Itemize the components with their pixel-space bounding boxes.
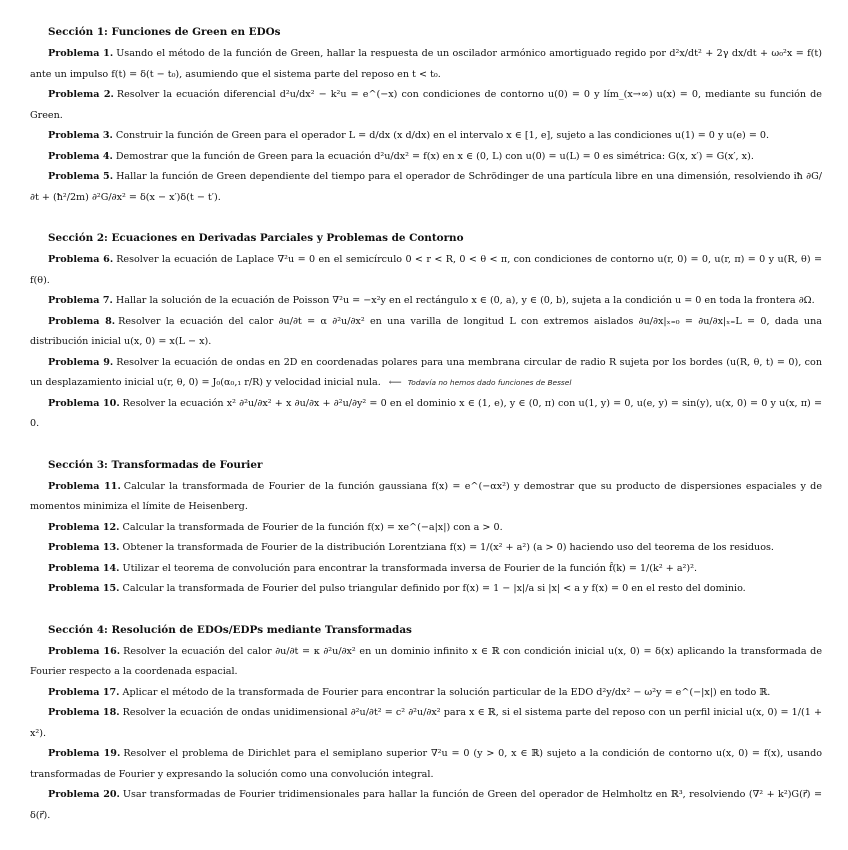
problem-item: [30, 518, 822, 539]
problem-text: Usar transformadas de Fourier tridimensionales para hallar la función de Green del operador de Helmholtz en ℝ³, resolviendo (∇² + k²)G(r⃗) = δ(r⃗).: [30, 789, 822, 821]
problem-text: Resolver la ecuación diferencial d²u/dx² − k²u = e^(−x) con condiciones de contorno u(0) = 0 y lím_(x→∞) u(x) = 0, mediante su función de Green.: [30, 89, 822, 121]
problem-item: [30, 147, 822, 168]
problem-item: [30, 538, 822, 559]
problem-number: Problema 16.: [48, 645, 121, 657]
problem-number: Problema 3.: [48, 130, 113, 141]
problem-text: Aplicar el método de la transformada de Fourier para encontrar la solución particular de la EDO d²y/dx² − ω²y = e^(−|x|) en todo ℝ.: [122, 686, 771, 698]
problem-item: [30, 353, 822, 394]
problem-item: [30, 642, 822, 683]
problem-number: Problema 10.: [48, 397, 120, 409]
problem-item: [30, 744, 822, 785]
problem-number: Problema 17.: [48, 686, 120, 698]
problem-number: Problema 11.: [48, 480, 121, 492]
section-title: Sección 3: Transformadas de Fourier: [48, 458, 263, 471]
problem-text: Resolver la ecuación de ondas en 2D en coordenadas polares para una membrana circular de radio R sujeta por los bordes (u(R, θ, t) = 0), con un desplazamiento inicial u(r, θ, 0) = J₀(α₀,₁ r/R) y velocidad inicial nula.: [30, 356, 822, 388]
problem-number: Problema 15.: [48, 583, 120, 594]
problem-number: Problema 7.: [48, 295, 113, 306]
problem-text: Resolver la ecuación del calor ∂u/∂t = α ∂²u/∂x² en una varilla de longitud L con extremos aislados ∂u/∂x|ₓ₌₀ = ∂u/∂x|ₓ₌L = 0, dada una distribución inicial u(x, 0) = x(L − x).: [30, 315, 822, 347]
problem-item: [30, 683, 822, 704]
problem-text: Resolver la ecuación de ondas unidimensional ∂²u/∂t² = c² ∂²u/∂x² para x ∈ ℝ, si el sistema parte del reposo con un perfil inicial u(x, 0) = 1/(1 + x²).: [30, 707, 823, 739]
problem-number: Problema 4.: [48, 150, 113, 162]
problem-text: Calcular la transformada de Fourier de la función f(x) = xe^(−a|x|) con a > 0.: [122, 521, 503, 533]
problem-number: Problema 1.: [48, 48, 114, 59]
problem-item: [30, 785, 822, 826]
section-title: Sección 4: Resolución de EDOs/EDPs mediante Transformadas: [48, 623, 412, 636]
problem-text: Construir la función de Green para el operador L = d/dx (x d/dx) en el intervalo x ∈ [1, e], sujeto a las condiciones u(1) = 0 y u(e) = 0.: [115, 130, 770, 141]
problem-item: [30, 559, 822, 580]
problem-text: Resolver la ecuación de Laplace ∇²u = 0 en el semicírculo 0 < r < R, 0 < θ < π, con condiciones de contorno u(r, 0) = 0, u(r, π) = 0 y u(R, θ) = f(θ).: [30, 254, 822, 286]
problem-text: Resolver la ecuación x² ∂²u/∂x² + x ∂u/∂x + ∂²u/∂y² = 0 en el dominio x ∈ (1, e), y ∈ (0, π) con u(1, y) = 0, u(e, y) = sin(y), u(x, 0) = 0 y u(x, π) = 0.: [30, 397, 822, 429]
section-2: [30, 232, 822, 435]
problem-text: Obtener la transformada de Fourier de la distribución Lorentziana f(x) = 1/(x² + a²) (a > 0) haciendo uso del teorema de los residuos.: [122, 542, 774, 553]
problem-number: Problema 5.: [48, 171, 114, 182]
problem-item: [30, 126, 822, 147]
problem-text: Resolver la ecuación del calor ∂u/∂t = κ ∂²u/∂x² en un dominio infinito x ∈ ℝ con condición inicial u(x, 0) = δ(x) aplicando la transformada de Fourier respecto a la coordenada espacial.: [30, 645, 822, 677]
problem-text: Utilizar el teorema de convolución para encontrar la transformada inversa de Fourier de la función f̂(k) = 1/(k² + a²)².: [122, 562, 698, 574]
problem-item: [30, 250, 822, 291]
problem-item: [30, 167, 822, 208]
problem-number: Problema 2.: [48, 89, 114, 100]
section-1: [30, 26, 822, 208]
problem-number: Problema 12.: [48, 521, 120, 533]
problem-text: Hallar la función de Green dependiente del tiempo para el operador de Schrödinger de una partícula libre en una dimensión, resolviendo iħ ∂G/∂t + (ħ²/2m) ∂²G/∂x² = δ(x − x′)δ(t − t′).: [30, 171, 822, 203]
problem-text: Resolver el problema de Dirichlet para el semiplano superior ∇²u = 0 (y > 0, x ∈ ℝ) sujeto a la condición de contorno u(x, 0) = f(x), usando transformadas de Fourier y expresando la solución como una convolución integral.: [30, 748, 822, 780]
problem-item: [30, 477, 822, 518]
problem-number: Problema 20.: [48, 789, 120, 800]
section-4: [30, 624, 822, 827]
section-title: Sección 2: Ecuaciones en Derivadas Parciales y Problemas de Contorno: [48, 232, 464, 244]
problem-item: [30, 703, 822, 744]
problem-number: Problema 9.: [48, 356, 114, 368]
problem-item: [30, 312, 822, 353]
problem-number: Problema 13.: [48, 542, 120, 553]
problem-text: Usando el método de la función de Green, hallar la respuesta de un oscilador armónico amortiguado regido por d²x/dt² + 2γ dx/dt + ω₀²x = f(t) ante un impulso f(t) = δ(t − t₀), asumiendo que el sistema parte del reposo en t < t₀.: [30, 48, 822, 80]
problem-number: Problema 14.: [48, 562, 120, 574]
arrow-left-icon: ⟵: [388, 378, 402, 388]
problem-item: [30, 44, 822, 85]
handwritten-note: Todavía no hemos dado funciones de Bessel: [407, 378, 572, 387]
problem-text: Hallar la solución de la ecuación de Poisson ∇²u = −x²y en el rectángulo x ∈ (0, a), y ∈ (0, b), sujeta a la condición u = 0 en toda la frontera ∂Ω.: [115, 295, 815, 306]
problem-text: Demostrar que la función de Green para la ecuación d²u/dx² = f(x) en x ∈ (0, L) con u(0) = u(L) = 0 es simétrica: G(x, x′) = G(x′, x).: [115, 150, 754, 162]
problem-number: Problema 6.: [48, 254, 114, 265]
problem-item: [30, 394, 822, 435]
section-3: [30, 459, 822, 600]
problem-text: Calcular la transformada de Fourier de la función gaussiana f(x) = e^(−αx²) y demostrar que su producto de dispersiones espaciales y de momentos minimiza el límite de Heisenberg.: [30, 480, 822, 512]
problem-number: Problema 8.: [48, 315, 116, 327]
problem-item: [30, 85, 822, 126]
problem-item: [30, 579, 822, 600]
document: [30, 26, 822, 850]
problem-number: Problema 19.: [48, 748, 121, 759]
problem-item: [30, 291, 822, 312]
problem-number: Problema 18.: [48, 707, 120, 718]
problem-text: Calcular la transformada de Fourier del pulso triangular definido por f(x) = 1 − |x|/a si |x| < a y f(x) = 0 en el resto del dominio.: [122, 583, 746, 594]
section-title: Sección 1: Funciones de Green en EDOs: [48, 26, 281, 38]
